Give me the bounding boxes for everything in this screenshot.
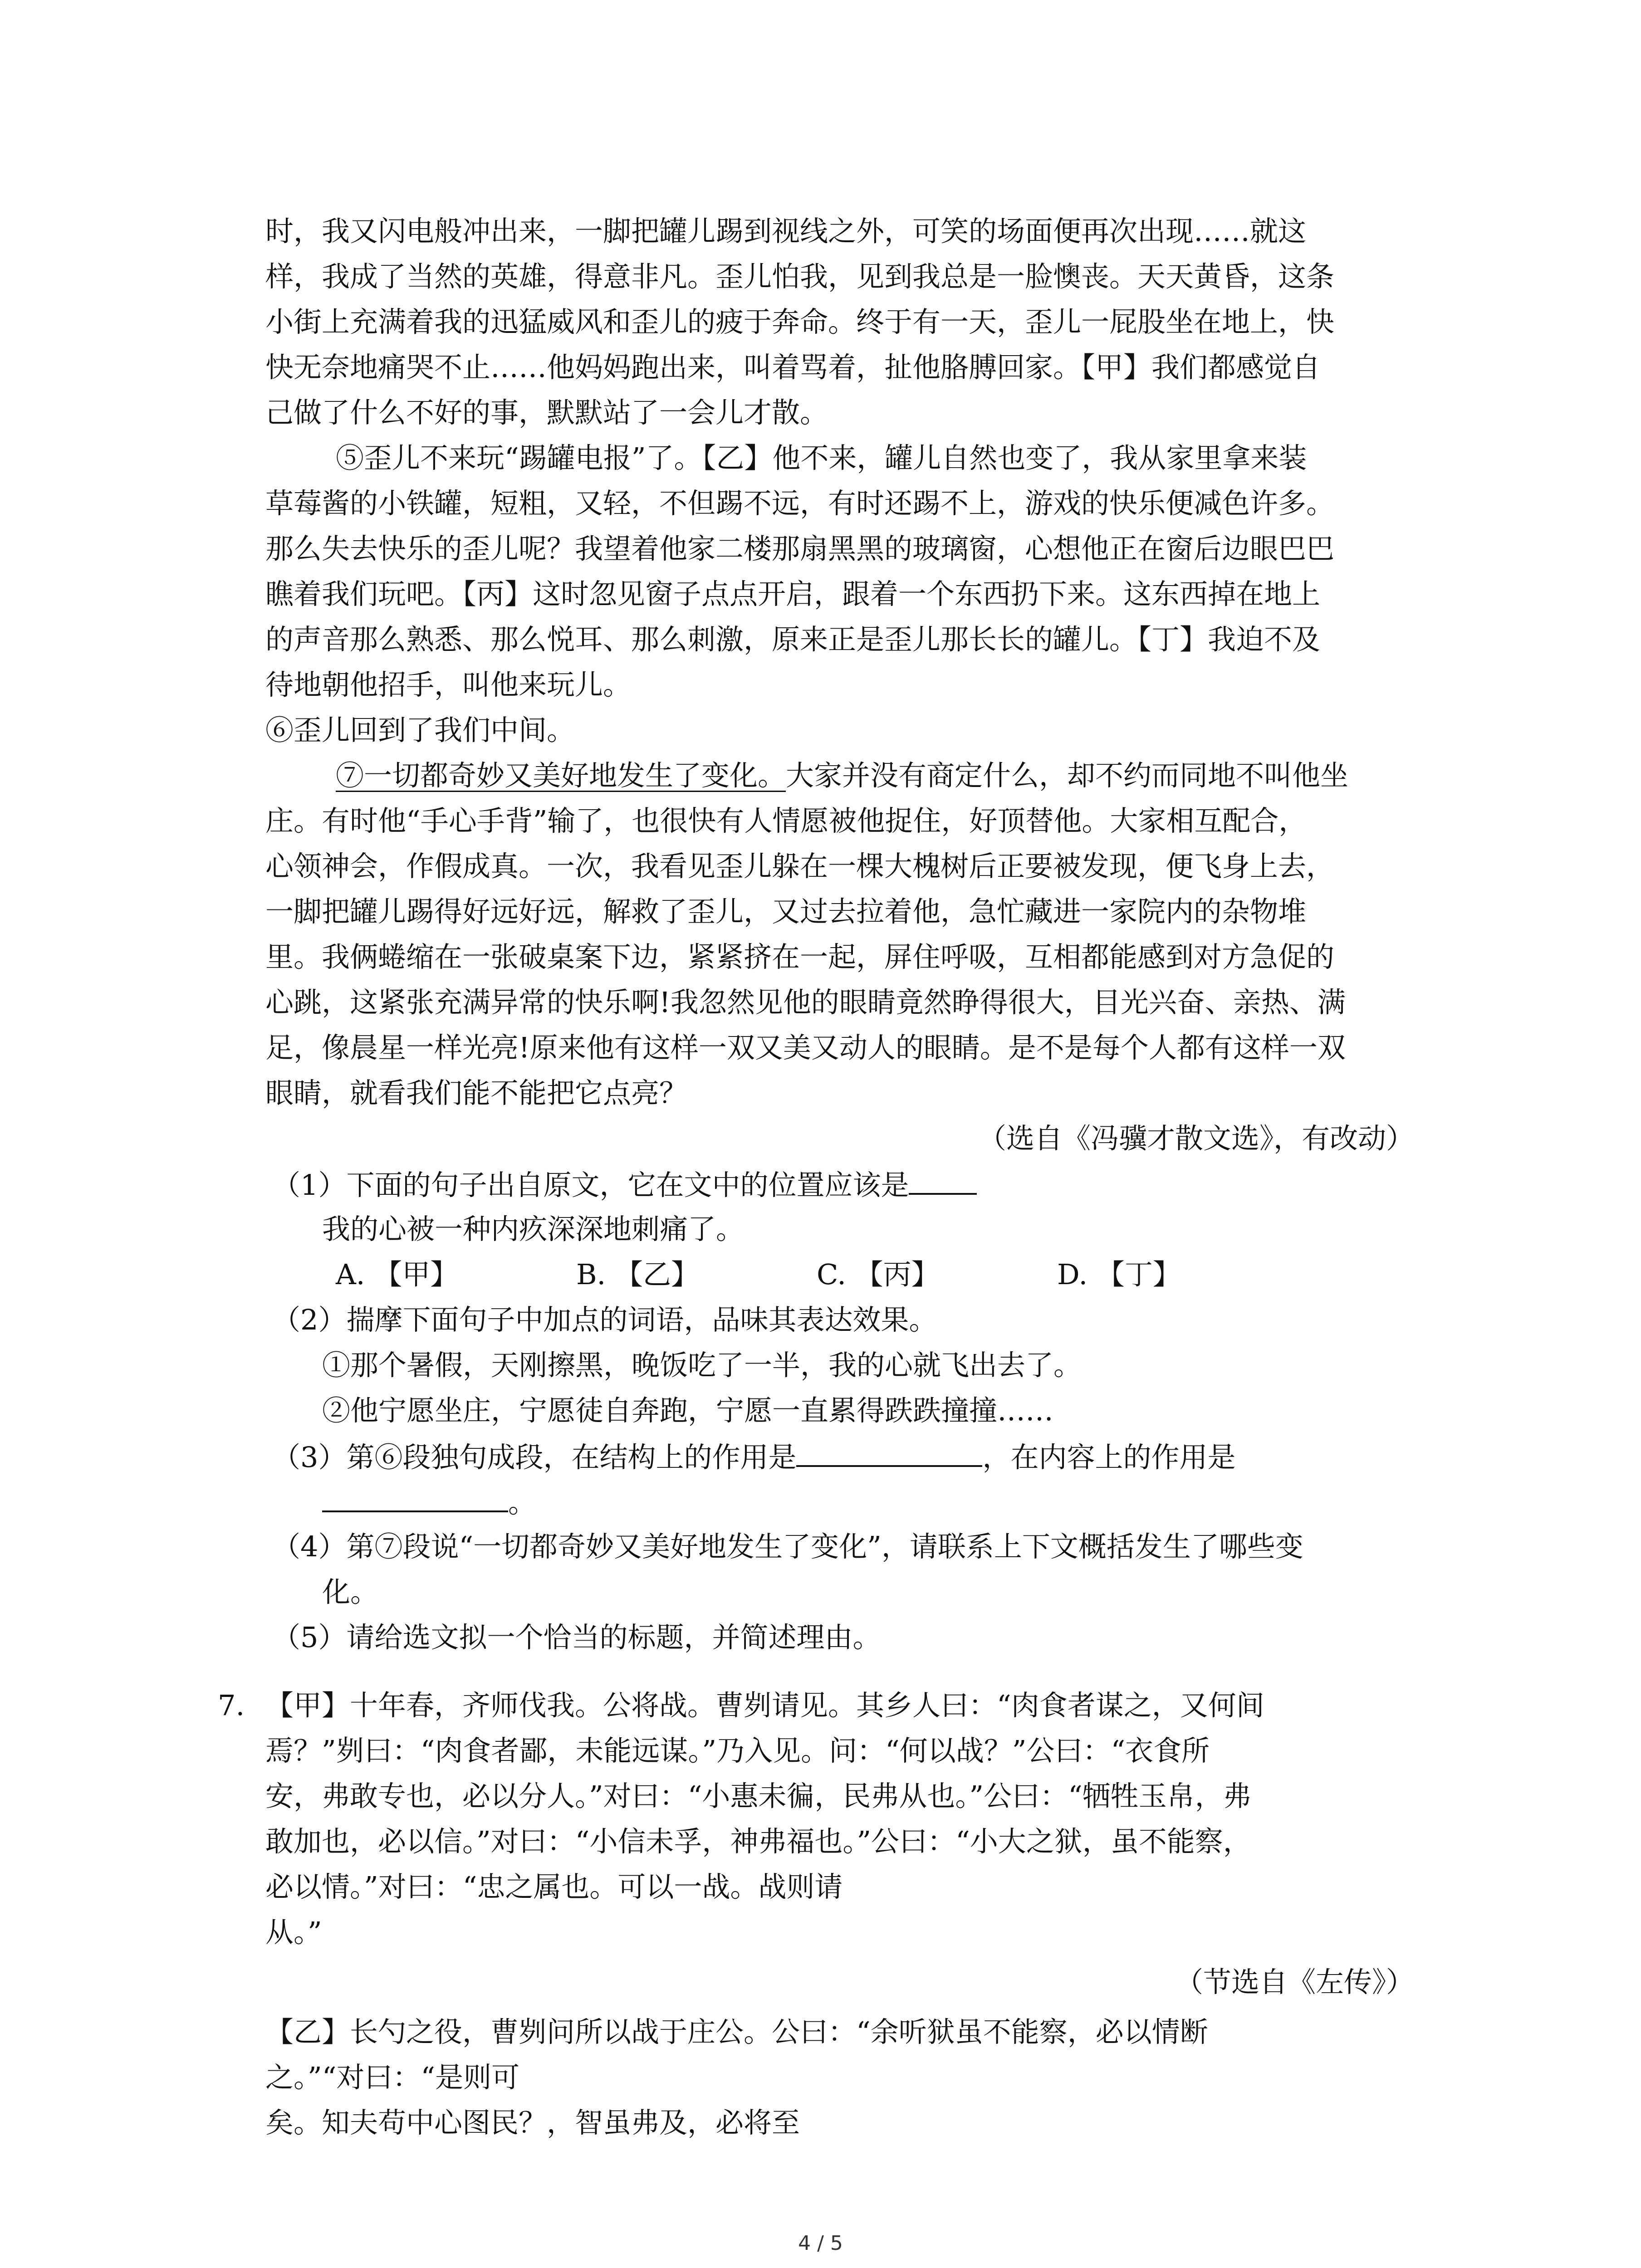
p7-line-1 — [336, 758, 1348, 794]
question-3-text-a: 第⑥段独句成段，在结构上的作用是 — [346, 1441, 797, 1474]
question-2 — [272, 1302, 937, 1338]
p4-line-3: 小街上充满着我的迅猛威风和歪儿的疲于奔命。终于有一天，歪儿一屁股坐在地上，快 — [265, 305, 1335, 338]
p7-line-4: 一脚把罐儿踢得好远好远，解救了歪儿，又过去拉着他，急忙藏进一家院内的杂物堆 — [265, 895, 1307, 928]
question-1-sentence: 我的心被一种内疚深深地刺痛了。 — [322, 1212, 745, 1246]
q7-yi-line-2: 之。”“对曰：“是则可 — [265, 2061, 520, 2094]
p7-line-5: 里。我俩蜷缩在一张破桌案下边，紧紧挤在一起，屏住呼吸，互相都能感到对方急促的 — [265, 940, 1335, 973]
passage-source: （选自《冯骥才散文选》，有改动） — [978, 1122, 1414, 1155]
question-4-line-2: 化。 — [322, 1575, 379, 1608]
question-1 — [272, 1166, 977, 1203]
q7-jia-line-5: 必以情。”对曰：“忠之属也。可以一战。战则请 — [265, 1870, 843, 1903]
p7-line-3: 心领神会，作假成真。一次，我看见歪儿躲在一棵大槐树后正要被发现，便飞身上去， — [265, 850, 1335, 883]
question-4-number: （4） — [272, 1530, 347, 1563]
p5-line-1: ⑤歪儿不来玩“踢罐电报”了。【乙】他不来，罐儿自然也变了，我从家里拿来装 — [336, 441, 1307, 474]
q7-jia-line-1: 【甲】十年春，齐师伐我。公将战。曹刿请见。其乡人曰：“肉食者谋之，又何间 — [265, 1689, 1264, 1722]
q7-yi-line-3: 矣。知夫苟中心图民？，智虽弗及，必将至 — [265, 2106, 800, 2139]
question-2-sentence-1: ①那个暑假，天刚擦黑，晚饭吃了一半，我的心就飞出去了。 — [322, 1349, 1082, 1382]
p7-line-6: 心跳，这紧张充满异常的快乐啊!我忽然见他的眼睛竟然睁得很大，目光兴奋、亲热、满 — [265, 986, 1346, 1019]
option-a: A. 【甲】 — [336, 1258, 459, 1291]
option-c: C. 【丙】 — [817, 1258, 940, 1291]
page-number: 4 / 5 — [798, 2232, 843, 2255]
question-3 — [272, 1438, 1235, 1476]
q7-jia-source: （节选自《左传》） — [1175, 1965, 1414, 1999]
p7-line-2: 庄。有时他“手心手背”输了，也很快有人情愿被他捉住，好顶替他。大家相互配合， — [265, 804, 1307, 837]
question-4-text: 第⑦段说“一切都奇妙又美好地发生了变化”，请联系上下文概括发生了哪些变 — [346, 1530, 1303, 1563]
q7-jia-line-2: 焉？”刿曰：“肉食者鄙，未能远谋。”乃入见。问：“何以战？”公曰：“衣食所 — [265, 1734, 1210, 1767]
p5-line-4: 瞧着我们玩吧。【丙】这时忽见窗子点点开启，跟着一个东西扔下来。这东西掉在地上 — [265, 577, 1321, 611]
answer-blank-3a[interactable] — [796, 1438, 982, 1467]
question-3-end: 。 — [508, 1486, 537, 1519]
p5-line-3: 那么失去快乐的歪儿呢？我望着他家二楼那扇黑黑的玻璃窗，心想他正在窗后边眼巴巴 — [265, 532, 1335, 565]
q7-jia-line-4: 敢加也，必以信。”对曰：“小信未孚，神弗福也。”公曰：“小大之狱，虽不能察， — [265, 1825, 1251, 1858]
question-2-number: （2） — [272, 1303, 347, 1336]
p4-line-4: 快无奈地痛哭不止……他妈妈跑出来，叫着骂着，扯他胳膊回家。【甲】我们都感觉自 — [265, 351, 1321, 384]
p5-line-6: 待地朝他招手，叫他来玩儿。 — [265, 668, 632, 701]
p7-line-1-rest: 大家并没有商定什么，却不约而同地不叫他坐 — [786, 759, 1349, 792]
answer-blank-3b[interactable] — [322, 1483, 508, 1512]
question-3-line-2 — [322, 1483, 536, 1521]
p5-line-5: 的声音那么熟悉、那么悦耳、那么刺激，原来正是歪儿那长长的罐儿。【丁】我迫不及 — [265, 623, 1321, 656]
p4-line-5: 己做了什么不好的事，默默站了一会儿才散。 — [265, 396, 828, 429]
question-5 — [272, 1619, 881, 1656]
question-7-number: 7. — [218, 1689, 245, 1722]
question-2-text: 揣摩下面句子中加点的词语，品味其表达效果。 — [346, 1303, 937, 1336]
q7-jia-line-6: 从。” — [265, 1916, 322, 1949]
p7-underlined-sentence: ⑦一切都奇妙又美好地发生了变化。 — [336, 759, 786, 792]
question-3-text-b: ，在内容上的作用是 — [982, 1441, 1236, 1474]
option-d: D. 【丁】 — [1057, 1258, 1181, 1291]
q7-jia-line-3: 安，弗敢专也，必以分人。”对曰：“小惠未徧，民弗从也。”公曰：“牺牲玉帛，弗 — [265, 1779, 1251, 1813]
question-4 — [272, 1529, 1303, 1565]
option-b: B. 【乙】 — [576, 1258, 699, 1291]
p7-line-7: 足，像晨星一样光亮!原来他有这样一双又美又动人的眼睛。是不是每个人都有这样一双 — [265, 1031, 1346, 1064]
answer-blank-1[interactable] — [909, 1166, 977, 1195]
question-1-text: 下面的句子出自原文，它在文中的位置应该是 — [346, 1168, 909, 1202]
question-3-number: （3） — [272, 1441, 347, 1474]
question-2-sentence-2: ②他宁愿坐庄，宁愿徒自奔跑，宁愿一直累得跌跌撞撞…… — [322, 1394, 1054, 1427]
p4-line-1: 时，我又闪电般冲出来，一脚把罐儿踢到视线之外，可笑的场面便再次出现……就这 — [265, 215, 1307, 248]
question-1-number: （1） — [272, 1168, 347, 1202]
question-5-number: （5） — [272, 1621, 347, 1654]
q7-yi-line-1: 【乙】长勺之役，曹刿问所以战于庄公。公曰：“余听狱虽不能察，必以情断 — [265, 2015, 1208, 2048]
p4-line-2: 样，我成了当然的英雄，得意非凡。歪儿怕我，见到我总是一脸懊丧。天天黄昏，这条 — [265, 260, 1335, 293]
p5-line-2: 草莓酱的小铁罐，短粗，又轻，不但踢不远，有时还踢不上，游戏的快乐便减色许多。 — [265, 487, 1335, 520]
p6-line: ⑥歪儿回到了我们中间。 — [265, 714, 575, 747]
question-5-text: 请给选文拟一个恰当的标题，并简述理由。 — [346, 1621, 881, 1654]
p7-line-8: 眼睛，就看我们能不能把它点亮？ — [265, 1076, 688, 1110]
